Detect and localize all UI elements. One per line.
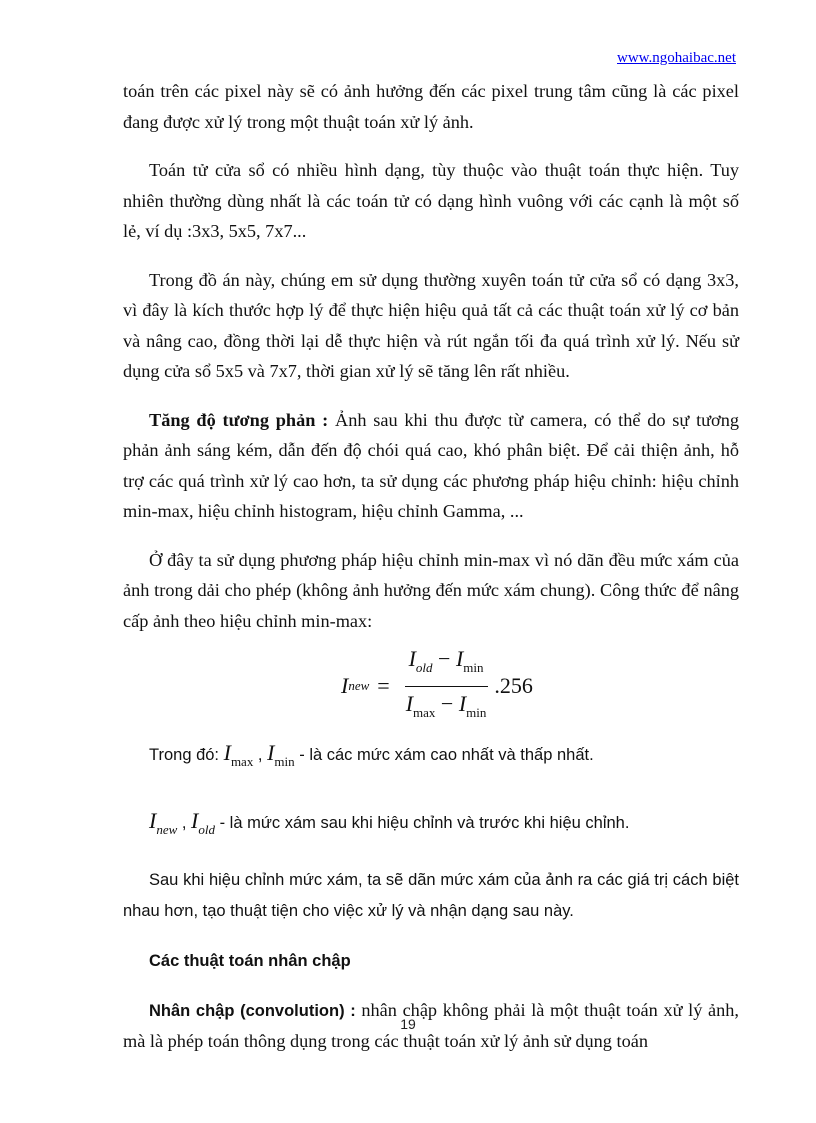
header-site-link[interactable]: www.ngohaibac.net (617, 50, 736, 66)
page-number: 19 (400, 1016, 416, 1032)
formula-factor: .256 (494, 672, 533, 698)
convolution-term: Nhân chập (convolution) : (149, 1001, 356, 1020)
paragraph-min-max: Ở đây ta sử dụng phương pháp hiệu chỉnh min-max vì nó dãn đều mức xám của ảnh trong dải cho phép (không ảnh hưởng đến mức xám chung). Công thức để nâng cấp ảnh theo hiệu chỉnh min-max: (123, 549, 739, 631)
paragraph-window-operator-intro: toán trên các pixel này sẽ có ảnh hưởng đến các pixel trung tâm cũng là các pixel đang được xử lý trong một thuật toán xử lý ảnh. (123, 81, 739, 132)
definition-new-old: $I_{new}$ , $I_{old}$ - là mức xám sau khi hiệu chỉnh và trước khi hiệu chỉnh. (149, 807, 630, 837)
paragraph-contrast (123, 405, 739, 527)
formula-fraction (402, 644, 491, 728)
contrast-term: Tăng độ tương phản : (149, 409, 329, 430)
page-body (123, 76, 739, 1057)
convolution-description: nhân chập không phải là một thuật toán xử lý ảnh, mà là phép toán thông dụng trong các thuật toán xử lý ảnh sử dụng toán (123, 999, 739, 1051)
paragraph-after-adjust: Sau khi hiệu chỉnh mức xám, ta sẽ dãn mức xám của ảnh ra các giá trị cách biệt nhau hơn, tạo thuật tiện cho việc xử lý và nhận dạng sau này. (123, 871, 739, 920)
formula-lhs-var: I (341, 672, 349, 698)
contrast-description: Ảnh sau khi thu được từ camera, có thể do sự tương phản ảnh sáng kém, dẫn đến độ chói quá cao, khó phân biệt. Để cải thiện ảnh, hỗ trợ các quá trình xử lý cao hơn, ta sử dụng các phương pháp hiệu chỉnh: hiệu chỉnh min-max, hiệu chỉnh histogram, hiệu chỉnh Gamma, ... (123, 409, 740, 521)
formula-equals: = (377, 672, 390, 698)
formula-numerator: $I_{old} - I_{min}$ (405, 644, 488, 687)
definition-max-min: Trong đó: $I_{max}$ , $I_{min}$ - là các mức xám cao nhất và thấp nhất. (149, 740, 594, 769)
formula-lhs-sub: new (348, 677, 370, 693)
section-heading-convolution: Các thuật toán nhân chập (149, 952, 351, 970)
paragraph-3x3-choice: Trong đồ án này, chúng em sử dụng thường xuyên toán tử cửa sổ có dạng 3x3, vì đây là kích thước hợp lý để thực hiện hiệu quả tất cả các thuật toán xử lý cơ bản và nâng cao, đồng thời lại dễ thực hiện và rút ngắn tối đa quá trình xử lý. Nếu sử dụng cửa sổ 5x5 và 7x7, thời gian xử lý sẽ tăng lên rất nhiều. (123, 269, 739, 381)
paragraph-window-shapes: Toán tử cửa sổ có nhiều hình dạng, tùy thuộc vào thuật toán thực hiện. Tuy nhiên thường dùng nhất là các toán tử có dạng hình vuông với các cạnh là một số lẻ, ví dụ :3x3, 5x5, 7x7... (123, 160, 739, 241)
min-max-formula (123, 638, 739, 734)
formula-denominator: $I_{max} - I_{min}$ (405, 690, 487, 720)
